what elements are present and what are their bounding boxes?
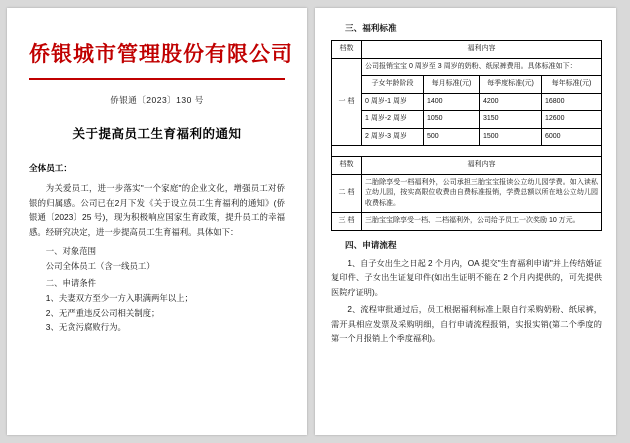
subheader-quarter: 每季度标准(元) <box>480 76 542 94</box>
table-row <box>332 174 602 213</box>
subheader-age: 子女年龄阶段 <box>362 76 424 94</box>
row-age: 1 周岁-2 周岁 <box>362 111 424 129</box>
benefit-standards-table <box>331 40 602 231</box>
table-row <box>332 128 602 146</box>
salutation: 全体员工： <box>29 163 72 173</box>
row-month: 500 <box>424 128 480 146</box>
section-2-item: 1、夫妻双方至少一方入职满两年以上； <box>45 292 193 303</box>
row-year: 6000 <box>542 128 602 146</box>
header-divider <box>29 78 285 80</box>
section-1-heading: 一、对象范围 <box>45 245 97 256</box>
table-row <box>332 157 602 175</box>
table-row <box>332 93 602 111</box>
table-row <box>332 41 602 59</box>
table-header-content: 福利内容 <box>362 41 602 59</box>
table-row <box>332 111 602 129</box>
document-page-left <box>7 8 307 435</box>
row-month: 1400 <box>424 93 480 111</box>
page-bottom-fade <box>315 413 616 435</box>
table-row <box>332 213 602 231</box>
subheader-month: 每月标准(元) <box>424 76 480 94</box>
row-age: 2 周岁-3 周岁 <box>362 128 424 146</box>
tier-3-description: 三胎宝宝除享受一档、二档福利外，公司给予员工一次奖励 10 万元。 <box>362 213 602 231</box>
table-row <box>332 58 602 76</box>
section-2-heading: 二、申请条件 <box>45 278 97 289</box>
table-header-tier: 档数 <box>332 41 362 59</box>
table-spacer <box>332 146 602 157</box>
tier-1-label: 一 档 <box>332 58 362 146</box>
tier-3-label: 三 档 <box>332 213 362 231</box>
section-3-heading: 三、福利标准 <box>345 23 397 33</box>
document-title: 关于提高员工生育福利的通知 <box>72 127 242 141</box>
row-quarter: 4200 <box>480 93 542 111</box>
row-year: 16800 <box>542 93 602 111</box>
table-row <box>332 76 602 94</box>
subheader-year: 每年标准(元) <box>542 76 602 94</box>
row-quarter: 1500 <box>480 128 542 146</box>
tier-2-label: 二 档 <box>332 174 362 213</box>
section-2-item: 3、无贪污腐败行为。 <box>45 322 126 333</box>
section-4-heading: 四、申请流程 <box>345 239 397 250</box>
tier-2-description: 二胎除享受一档福利外，公司承担三胎宝宝报读公立幼儿园学费。如入读私立幼儿园，按实高限位收费由自费标准报销，学费总额以所在地公立幼儿园收费标准。 <box>362 174 602 213</box>
body-paragraph: 为关爱员工，进一步落实"一个家庭"的企业文化，增强员工对侨银的归属感。公司已在2月下发《关于设立员工生育福利的通知》(侨银通〔2023〕25 号)，现为积极响应国家生育政策，提升员工的幸福感。经研究决定，进一步提高员工生育福利。具体如下： <box>29 183 285 238</box>
document-number: 侨银通〔2023〕130 号 <box>110 95 204 105</box>
company-title: 侨银城市管理股份有限公司 <box>29 42 293 66</box>
flow-item-2: 2、流程审批通过后，员工根据福利标准上限自行采购奶粉、纸尿裤，需开具相应发票及采购明细，自行申请流程报销，实报实销(第二个季度的第一个月报销上个季度福利)。 <box>331 304 602 344</box>
row-age: 0 周岁-1 周岁 <box>362 93 424 111</box>
row-year: 12600 <box>542 111 602 129</box>
tier-1-description: 公司报销宝宝 0 周岁至 3 周岁的奶粉、纸尿裤费用。具体标准如下： <box>362 58 602 76</box>
table-header-content-2: 福利内容 <box>362 157 602 175</box>
page-bottom-fade <box>7 409 307 435</box>
section-1-text: 公司全体员工（含一线员工） <box>45 260 155 271</box>
row-quarter: 3150 <box>480 111 542 129</box>
table-header-tier-2: 档数 <box>332 157 362 175</box>
flow-item-1: 1、自子女出生之日起 2 个月内，OA 提交"生育福利申请"并上传结婚证复印件、子女出生证复印件(如出生证明不能在 2 个月内提供的，可先提供医院疗证明)。 <box>331 258 602 298</box>
row-month: 1050 <box>424 111 480 129</box>
document-page-right <box>315 8 616 435</box>
section-2-item: 2、无严重违反公司相关制度； <box>45 307 160 318</box>
